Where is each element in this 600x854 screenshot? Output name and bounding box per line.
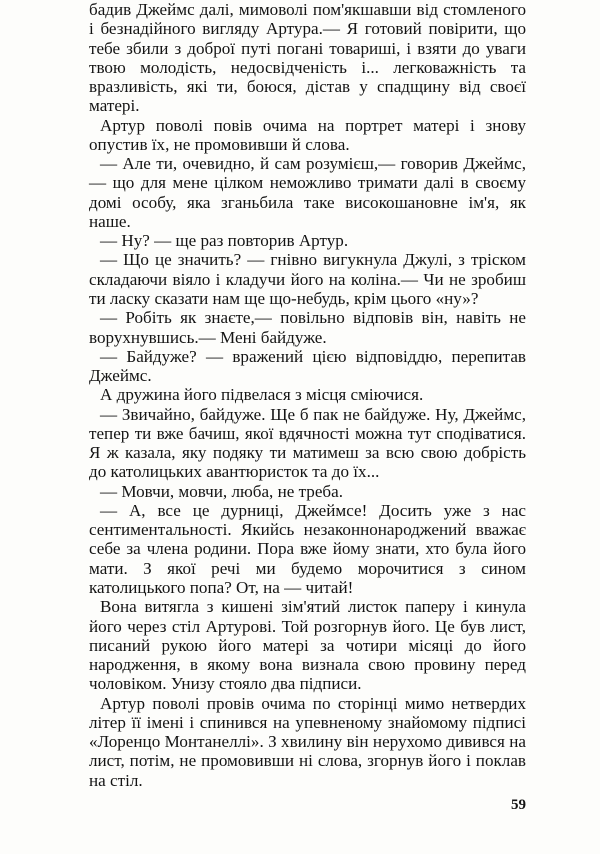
paragraph-dialogue: — Робіть як знаєте,— повільно відповів він, навіть не ворухнувшись.— Мені байдуже. (89, 308, 526, 347)
body-text (89, 0, 526, 790)
paragraph-dialogue: — Мовчи, мовчи, люба, не треба. (100, 481, 343, 501)
paragraph-dialogue: — Але ти, очевидно, й сам розумієш,— говорив Джеймс,— що для мене цілком неможливо тримати далі в своєму домі особу, яка зганьбила таке високошановне ім'я, як наше. (89, 154, 526, 231)
paragraph: Артур поволі повів очима на портрет матері і знову опустив їх, не промовивши й слова. (89, 115, 526, 154)
paragraph-dialogue: — Звичайно, байдуже. Ще б пак не байдуже. Ну, Джеймс, тепер ти вже бачиш, якої вдячності можна тут сподіватися. Я ж казала, яку подяку ти матимеш за всю свою добрість до католицьких авантюристок та до їх... (89, 404, 526, 482)
paragraph-dialogue: — Байдуже? — вражений цією відповіддю, перепитав Джеймс. (89, 346, 526, 386)
page-number: 59 (511, 797, 526, 813)
paragraph: Артур поволі провів очима по сторінці мимо нетвердих літер її імені і спинився на упевненому знайомому підписі «Лоренцо Монтанеллі». З хвилину він нерухомо дивився на лист, потім, не промовивши ні слова, згорнув його і поклав на стіл. (89, 693, 526, 790)
paragraph-continued: бадив Джеймс далі, мимоволі пом'якшавши від стомленого і безнадійного вигляду Артура.— Я готовий повірити, що тебе збили з доброї путі погані товариші, і взяти до уваги твою молодість, недосвідченість і... легковажність та вразливість, які ти, боюся, дістав у спадщину від своєї матері. (89, 0, 526, 116)
paragraph-dialogue: — Ну? — ще раз повторив Артур. (100, 231, 349, 251)
paragraph-dialogue: — А, все це дурниці, Джеймсе! Досить уже з нас сентиментальності. Якийсь незаконнонароджений вважає себе за члена родини. Пора вже йому знати, хто була його мати. З якої речі ми будемо морочитися з сином католицького попа? От, на — читай! (89, 500, 526, 597)
paragraph: А дружина його підвелася з місця сміючися. (100, 385, 424, 405)
paragraph-dialogue: — Що це значить? — гнівно вигукнула Джулі, з тріском складаючи віяло і кладучи його на коліна.— Чи не зробиш ти ласку сказати нам ще що-небудь, крім цього «ну»? (89, 250, 526, 308)
paragraph: Вона витягла з кишені зім'ятий листок паперу і кинула його через стіл Артурові. Той розгорнув його. Це був лист, писаний рукою його матері за чотири місяці до його народження, в якому вона визнала свою провину перед чоловіком. Унизу стояло два підписи. (89, 597, 526, 694)
